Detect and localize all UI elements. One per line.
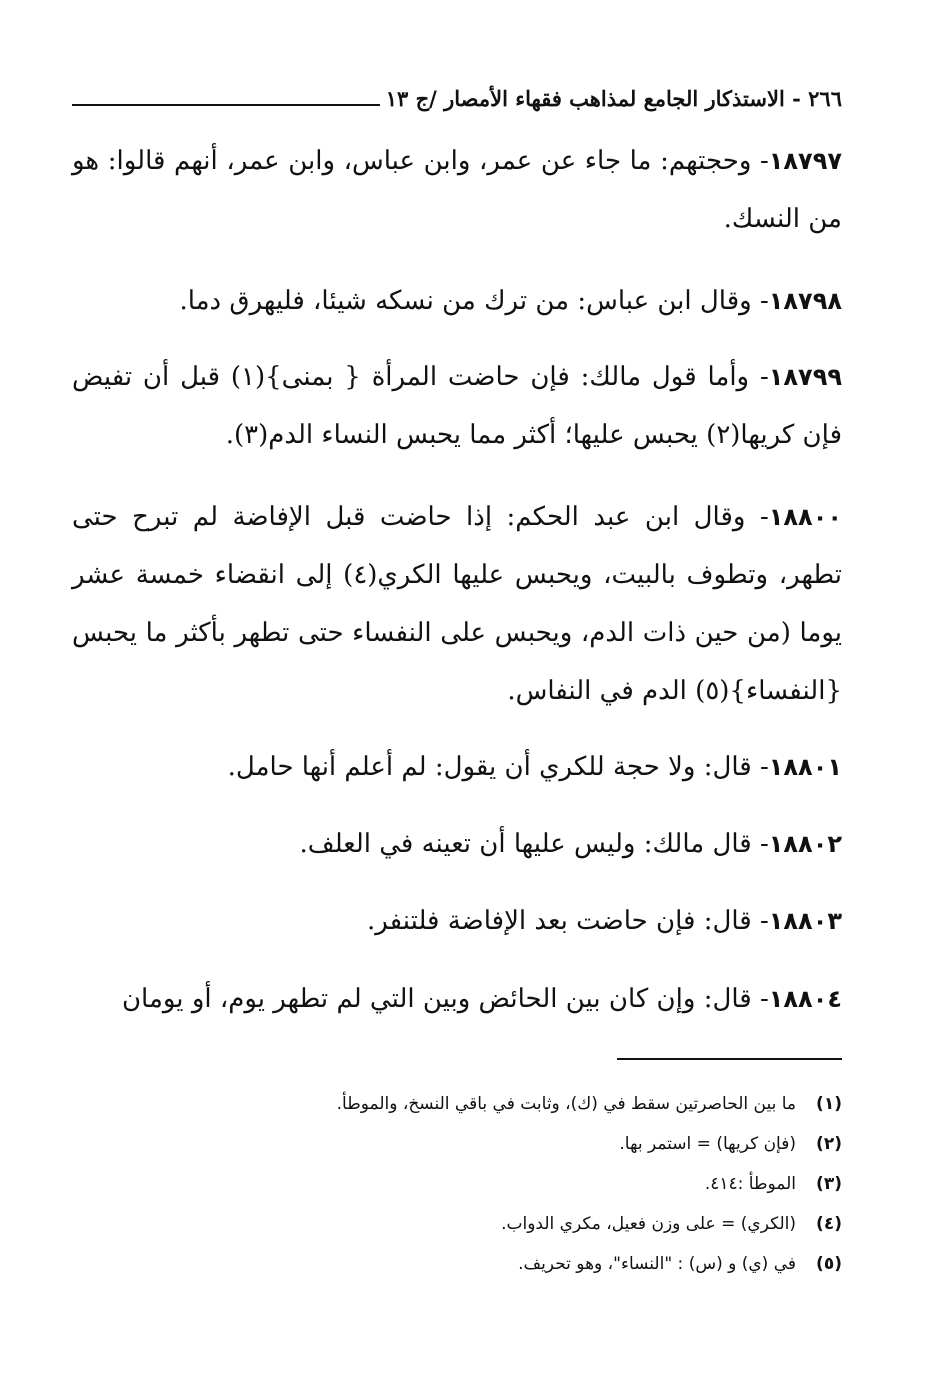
paragraph-18804 bbox=[72, 970, 842, 1028]
footnote-item bbox=[72, 1204, 842, 1244]
header-rule bbox=[72, 104, 380, 106]
footnote-number: (٣) bbox=[816, 1174, 842, 1194]
footnote-number: (٢) bbox=[816, 1134, 842, 1154]
paragraph-18801 bbox=[72, 738, 842, 796]
paragraph-text: - وقال ابن عبد الحكم: إذا حاضت قبل الإفاضة لم تبرح حتى تطهر، وتطوف بالبيت، ويحبس عليها الكري(٤) إلى انقضاء خمسة عشر يوما (من حين ذات الدم، ويحبس على النفساء حتى تطهر بأكثر ما يحبس {النفساء}(٥) الدم في النفاس. bbox=[72, 502, 842, 706]
footnote-text: الموطأ :٤١٤. bbox=[704, 1174, 796, 1194]
paragraph-text: - وحجتهم: ما جاء عن عمر، وابن عباس، وابن عمر، أنهم قالوا: هو من النسك. bbox=[72, 146, 842, 234]
footnote-text: ما بين الحاصرتين سقط في (ك)، وثابت في باقي النسخ، والموطأ. bbox=[336, 1094, 796, 1114]
paragraph-number: ١٨٨٠٤ bbox=[768, 985, 842, 1013]
footnote-number: (٥) bbox=[816, 1254, 842, 1274]
footnote-number: (١) bbox=[816, 1094, 842, 1114]
paragraph-18802 bbox=[72, 815, 842, 873]
footnote-text: في (ي) و (س) : "النساء"، وهو تحريف. bbox=[518, 1254, 796, 1274]
paragraph-18803 bbox=[72, 892, 842, 950]
paragraph-number: ١٨٧٩٩ bbox=[768, 363, 842, 391]
paragraph-text: - وأما قول مالك: فإن حاضت المرأة { بمنى}(١) قبل أن تفيض فإن كريها(٢) يحبس عليها؛ أكثر مما يحبس النساء الدم(٣). bbox=[72, 362, 842, 450]
footnotes bbox=[72, 1084, 842, 1284]
paragraph-text: - وقال ابن عباس: من ترك من نسكه شيئا، فليهرق دما. bbox=[179, 286, 769, 316]
paragraph-text: - قال مالك: وليس عليها أن تعينه في العلف. bbox=[299, 829, 769, 859]
footnote-number: (٤) bbox=[816, 1214, 842, 1234]
paragraph-text: - قال: وإن كان بين الحائض وبين التي لم تطهر يوم، أو يومان bbox=[121, 984, 769, 1014]
paragraph-18797 bbox=[72, 132, 842, 248]
header-text: ٢٦٦ - الاستذكار الجامع لمذاهب فقهاء الأمصار /ج ١٣ bbox=[385, 85, 842, 111]
paragraph-number: ١٨٨٠٣ bbox=[768, 907, 842, 935]
paragraph-number: ١٨٨٠١ bbox=[768, 753, 842, 781]
paragraph-text: - قال: فإن حاضت بعد الإفاضة فلتنفر. bbox=[366, 906, 769, 936]
paragraph-text: - قال: ولا حجة للكري أن يقول: لم أعلم أنها حامل. bbox=[227, 752, 769, 782]
footnote-text: (فإن كريها) = استمر بها. bbox=[619, 1134, 796, 1154]
paragraph-number: ١٨٧٩٧ bbox=[768, 147, 842, 175]
paragraph-number: ١٨٨٠٠ bbox=[768, 503, 842, 531]
footnote-separator bbox=[617, 1058, 842, 1060]
paragraph-18798 bbox=[72, 272, 842, 330]
footnote-text: (الكري) = على وزن فعيل، مكري الدواب. bbox=[501, 1214, 796, 1234]
paragraph-18800 bbox=[72, 488, 842, 720]
book-page bbox=[72, 72, 842, 1312]
footnote-item bbox=[72, 1244, 842, 1284]
paragraph-18799 bbox=[72, 348, 842, 464]
paragraph-number: ١٨٧٩٨ bbox=[768, 287, 842, 315]
footnote-item bbox=[72, 1164, 842, 1204]
footnote-item bbox=[72, 1124, 842, 1164]
running-header bbox=[72, 78, 842, 118]
footnote-item bbox=[72, 1084, 842, 1124]
paragraph-number: ١٨٨٠٢ bbox=[768, 830, 842, 858]
